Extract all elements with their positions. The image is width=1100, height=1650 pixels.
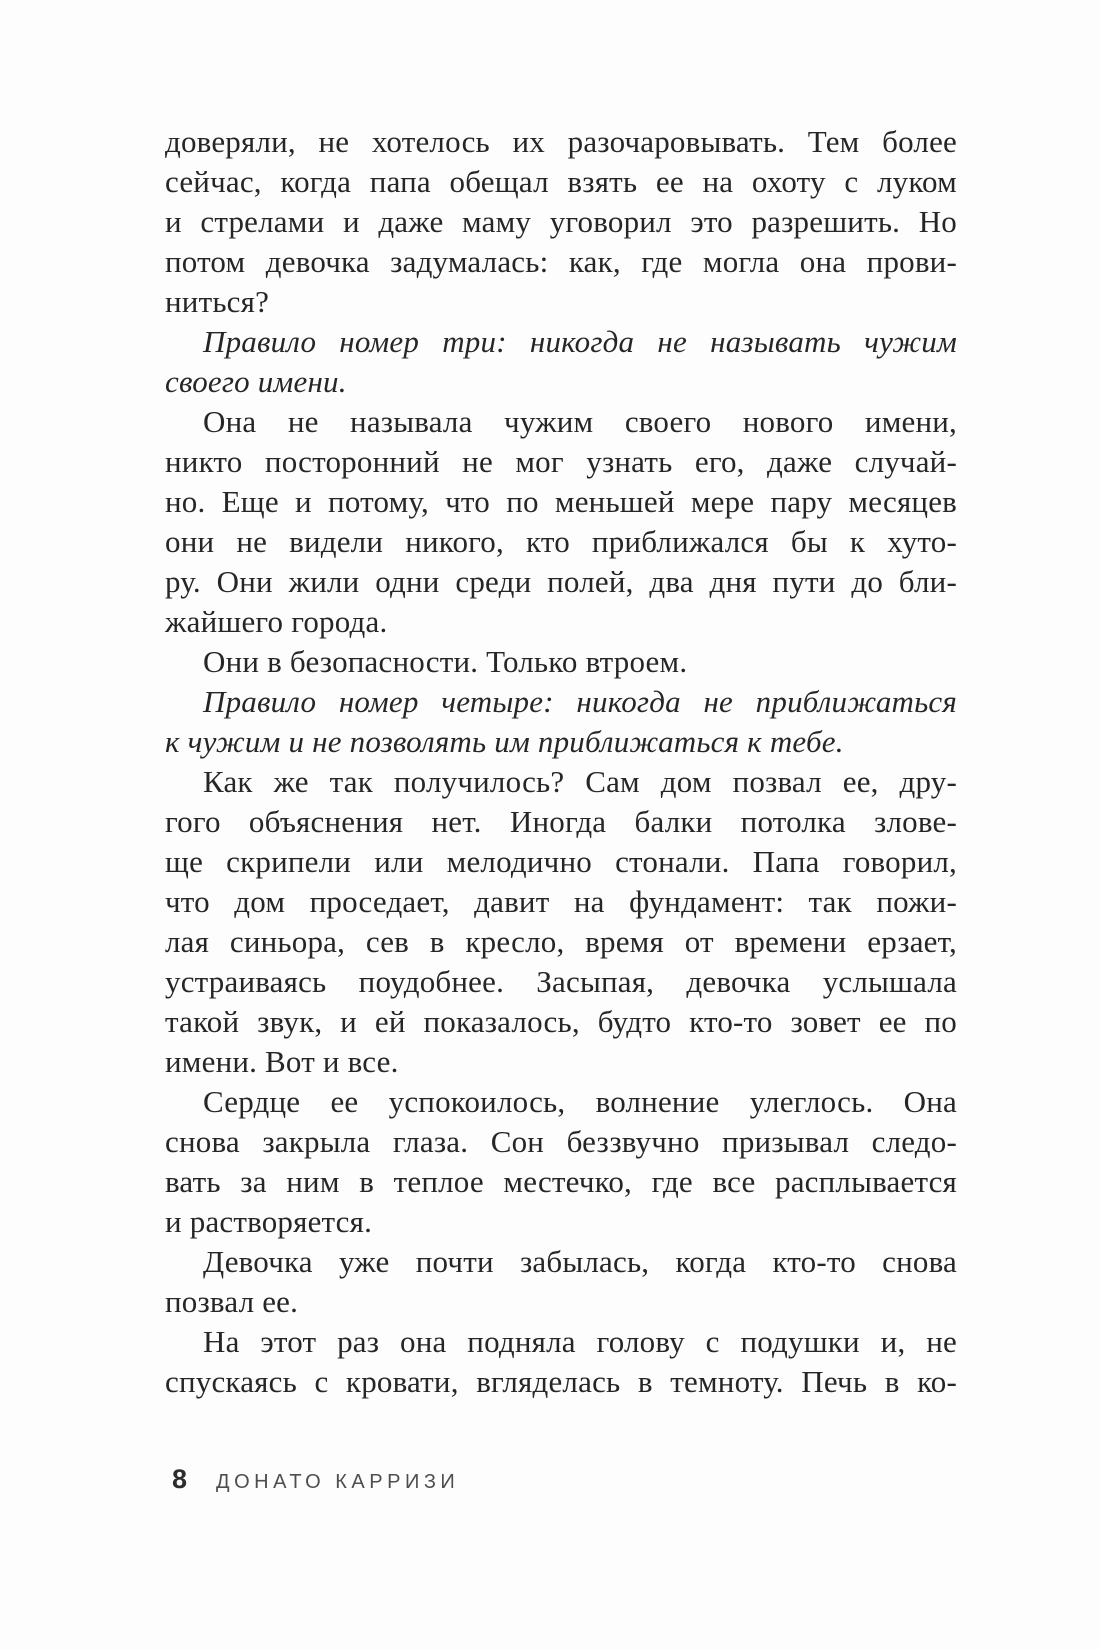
text-line: и растворяется. <box>165 1204 373 1239</box>
text-line: такой звук, и ей показалось, будто кто-то зовет ее по <box>165 1004 957 1039</box>
text-line: доверяли, не хотелось их разочаровывать. Тем более <box>165 124 957 159</box>
paragraph <box>165 402 957 642</box>
text-line: потом девочка задумалась: как, где могла она прови- <box>165 244 957 279</box>
text-line: они не видели никого, кто приближался бы к хуто- <box>165 524 957 559</box>
text-line: спускаясь с кровати, вгляделась в темноту. Печь в ко- <box>165 1364 957 1399</box>
text-line: На этот раз она подняла голову с подушки и, не <box>203 1324 957 1359</box>
paragraph <box>165 1082 957 1242</box>
paragraph <box>165 762 957 1082</box>
text-line: лая синьора, сев в кресло, время от времени ерзает, <box>165 924 957 959</box>
text-line: но. Еще и потому, что по меньшей мере пару месяцев <box>165 484 957 519</box>
page-number: 8 <box>172 1464 189 1494</box>
paragraph <box>165 642 957 682</box>
text-line: Правило номер четыре: никогда не приближаться <box>203 684 957 719</box>
paragraph <box>165 1242 957 1322</box>
text-line: Она не называла чужим своего нового имени, <box>203 404 957 439</box>
text-line: Девочка уже почти забылась, когда кто-то снова <box>203 1244 957 1279</box>
text-line: снова закрыла глаза. Сон беззвучно призывал следо- <box>165 1124 957 1159</box>
text-line: позвал ее. <box>165 1284 299 1319</box>
paragraph <box>165 322 957 402</box>
text-line: имени. Вот и все. <box>165 1044 399 1079</box>
text-line: к чужим и не позволять им приближаться к тебе. <box>165 724 844 759</box>
running-title-author: ДОНАТО КАРРИЗИ <box>216 1471 460 1493</box>
paragraph <box>165 122 957 322</box>
text-line: Правило номер три: никогда не называть чужим <box>203 324 957 359</box>
text-line: Они в безопасности. Только втроем. <box>203 644 688 679</box>
text-line: Как же так получилось? Сам дом позвал ее, дру- <box>203 764 957 799</box>
text-block <box>165 122 957 1402</box>
text-line: устраиваясь поудобнее. Засыпая, девочка услышала <box>165 964 957 999</box>
text-line: ру. Они жили одни среди полей, два дня пути до бли- <box>165 564 957 599</box>
text-line: гого объяснения нет. Иногда балки потолка злове- <box>165 804 957 839</box>
text-line: вать за ним в теплое местечко, где все расплывается <box>165 1164 957 1199</box>
page-footer <box>172 1464 459 1495</box>
text-line: своего имени. <box>165 364 347 399</box>
text-line: и стрелами и даже маму уговорил это разрешить. Но <box>165 204 957 239</box>
text-line: никто посторонний не мог узнать его, даже случай- <box>165 444 957 479</box>
paragraph <box>165 682 957 762</box>
text-line: сейчас, когда папа обещал взять ее на охоту с луком <box>165 164 957 199</box>
text-line: Сердце ее успокоилось, волнение улеглось. Она <box>203 1084 957 1119</box>
text-line: ниться? <box>165 284 270 319</box>
paragraph <box>165 1322 957 1402</box>
text-line: ще скрипели или мелодично стонали. Папа говорил, <box>165 844 957 879</box>
text-line: жайшего города. <box>165 604 388 639</box>
text-line: что дом проседает, давит на фундамент: так пожи- <box>165 884 957 919</box>
